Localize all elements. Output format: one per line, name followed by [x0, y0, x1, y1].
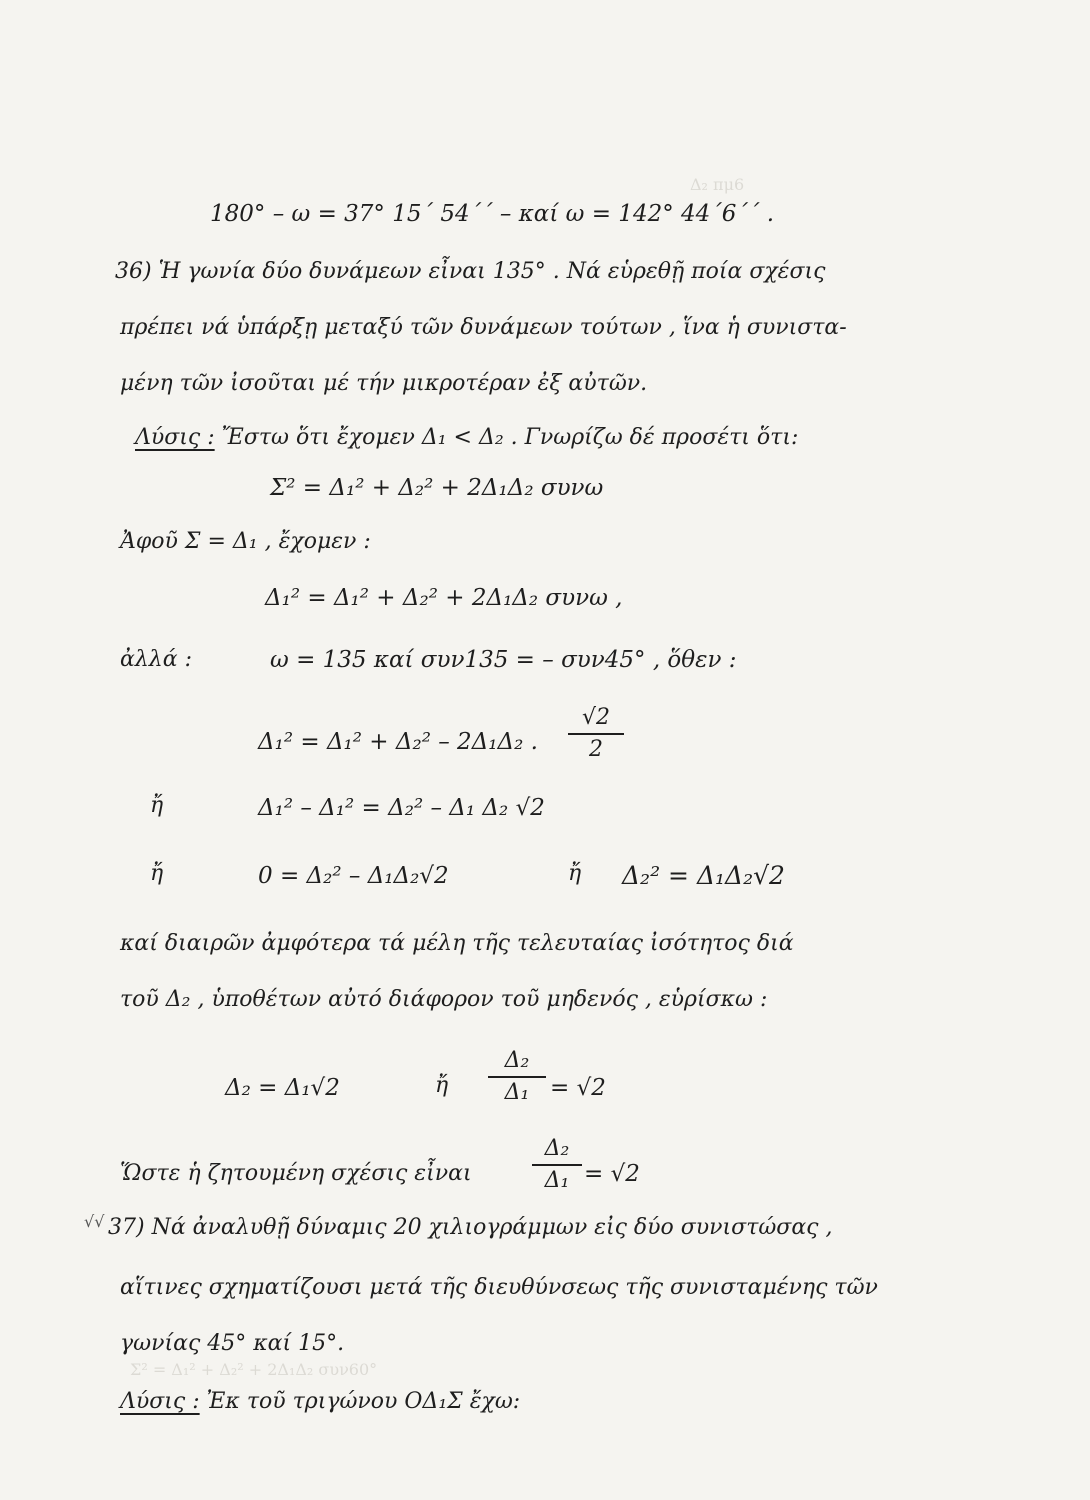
fraction-bar: [488, 1076, 546, 1078]
solution-text: Ἐκ τοῦ τριγώνου ΟΔ₁Σ ἔχω:: [199, 1389, 521, 1414]
fraction-denominator: Δ₁: [504, 1080, 530, 1105]
or-word: ἤ: [150, 861, 164, 886]
fraction-numerator: Δ₂: [544, 1136, 570, 1161]
equation-line: = √2: [550, 1075, 606, 1101]
solution-line: [135, 424, 798, 452]
fraction-bar: [532, 1164, 582, 1166]
equation-line: 0 = Δ₂² – Δ₁Δ₂√2: [258, 863, 449, 889]
equation-line: ω = 135 καί συν135 = – συν45° , ὅθεν :: [270, 647, 737, 673]
solution-label: Λύσις :: [120, 1389, 200, 1414]
fraction: [488, 1048, 546, 1106]
fraction: [532, 1136, 582, 1194]
text-line: Ὥστε ἡ ζητουμένη σχέσις εἶναι: [120, 1161, 472, 1186]
fraction-numerator: √2: [581, 705, 610, 730]
bleed-through: Δ₂ πμ6: [690, 175, 745, 194]
solution-text: Ἔστω ὅτι ἔχομεν Δ₁ < Δ₂ . Γνωρίζω δέ προσέτι ὅτι:: [214, 425, 799, 450]
problem-37-line-2: αἵτινες σχηματίζουσι μετά τῆς διευθύνσεως τῆς συνισταμένης τῶν: [120, 1275, 878, 1300]
problem-37-line-3: γωνίας 45° καί 15°.: [120, 1331, 345, 1356]
text-line: ἀλλά :: [120, 647, 193, 672]
fraction-denominator: Δ₁: [544, 1168, 570, 1193]
equation-line: Δ₁² – Δ₁² = Δ₂² – Δ₁ Δ₂ √2: [258, 795, 545, 821]
equation-line: 180° – ω = 37° 15΄ 54΄΄ – καί ω = 142° 44΄6΄΄ .: [210, 201, 775, 227]
text-line: καί διαιρῶν ἀμφότερα τά μέλη τῆς τελευταίας ἰσότητος διά: [120, 931, 794, 956]
fraction: [568, 705, 624, 763]
fraction-bar: [568, 733, 624, 735]
or-word: ἤ: [150, 793, 164, 818]
margin-checkmark: √√: [84, 1212, 105, 1231]
problem-36-line-2: πρέπει νά ὑπάρξῃ μεταξύ τῶν δυνάμεων τούτων , ἵνα ἡ συνιστα-: [120, 315, 847, 340]
or-word: ἤ: [435, 1073, 449, 1098]
equation-line: = √2: [584, 1161, 640, 1187]
equation-line: Δ₁² = Δ₁² + Δ₂² – 2Δ₁Δ₂ .: [258, 729, 538, 755]
equation-line: Δ₂ = Δ₁√2: [225, 1075, 340, 1101]
text-line: τοῦ Δ₂ , ὑποθέτων αὐτό διάφορον τοῦ μηδενός , εὑρίσκω :: [120, 987, 768, 1012]
problem-37-line-1: 37) Νά ἀναλυθῇ δύναμις 20 χιλιογράμμων εἰς δύο συνιστώσας ,: [108, 1215, 833, 1240]
problem-36-line-1: 36) Ἡ γωνία δύο δυνάμεων εἶναι 135° . Νά εὑρεθῇ ποία σχέσις: [115, 259, 826, 284]
bleed-through: Σ² = Δ₁² + Δ₂² + 2Δ₁Δ₂ συν60°: [130, 1360, 378, 1379]
problem-36-line-3: μένη τῶν ἰσοῦται μέ τήν μικροτέραν ἐξ αὐτῶν.: [120, 371, 648, 396]
or-word: ἤ: [568, 861, 582, 886]
equation-line: Δ₁² = Δ₁² + Δ₂² + 2Δ₁Δ₂ συνω ,: [265, 585, 623, 611]
solution-label: Λύσις :: [135, 425, 215, 450]
equation-line: Σ² = Δ₁² + Δ₂² + 2Δ₁Δ₂ συνω: [270, 475, 604, 501]
fraction-numerator: Δ₂: [504, 1048, 530, 1073]
fraction-denominator: 2: [589, 737, 603, 762]
text-line: Ἀφοῦ Σ = Δ₁ , ἔχομεν :: [120, 529, 371, 554]
equation-line: Δ₂² = Δ₁Δ₂√2: [622, 861, 785, 890]
solution-line: [120, 1388, 520, 1416]
